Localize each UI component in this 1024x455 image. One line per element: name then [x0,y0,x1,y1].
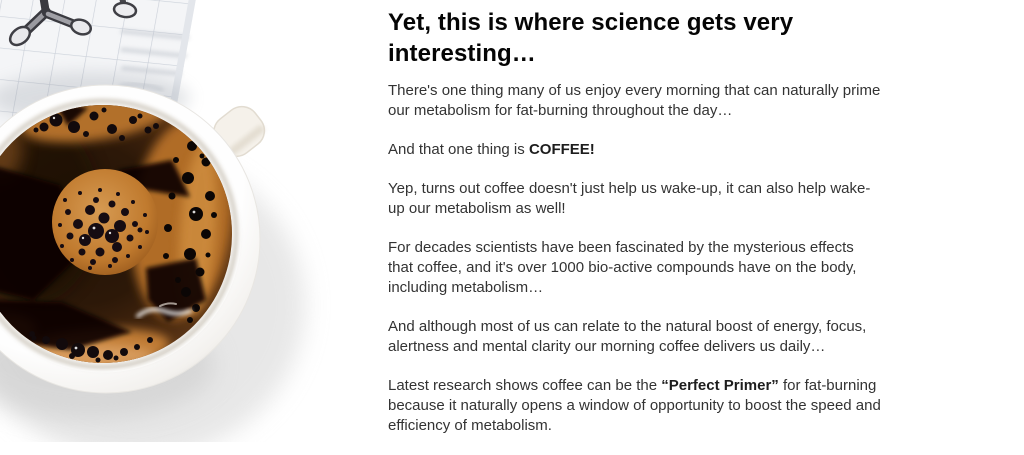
paragraph-text: Latest research shows coffee can be the [388,377,662,394]
page-title: Yet, this is where science gets very interesting… [388,9,794,67]
coffee-photo-svg [0,0,340,442]
paragraph-text: There's one thing many of us enjoy every morning that can naturally prime our metabolism for fat-burning throughout the day… [388,82,881,119]
paragraph [388,179,882,219]
paragraph-bold-text: COFFEE! [528,141,595,158]
paragraph-text: for fat-burning because it naturally opens a window of opportunity to boost the speed and efficiency of metabolism. [388,377,881,434]
paragraph [388,376,882,436]
paragraph [388,140,882,160]
paragraph-text: And that one thing is [388,141,529,158]
paragraph-text: And although most of us can relate to the natural boost of energy, focus, alertness and mental clarity our morning coffee delivers us daily… [388,318,867,355]
coffee-photo [0,0,340,442]
paragraph [388,317,882,357]
article-section [388,7,882,455]
paragraph-bold-text: “Perfect Primer” [661,377,779,394]
paragraph [388,81,882,121]
paragraph-text: For decades scientists have been fascinated by the mysterious effects that coffee, and it's over 1000 bio-active compounds have on the body, including metabolism… [388,239,857,296]
paragraph-text: Yep, turns out coffee doesn't just help us wake-up, it can also help wake-up our metabolism as well! [388,180,871,217]
paragraph [388,238,882,298]
